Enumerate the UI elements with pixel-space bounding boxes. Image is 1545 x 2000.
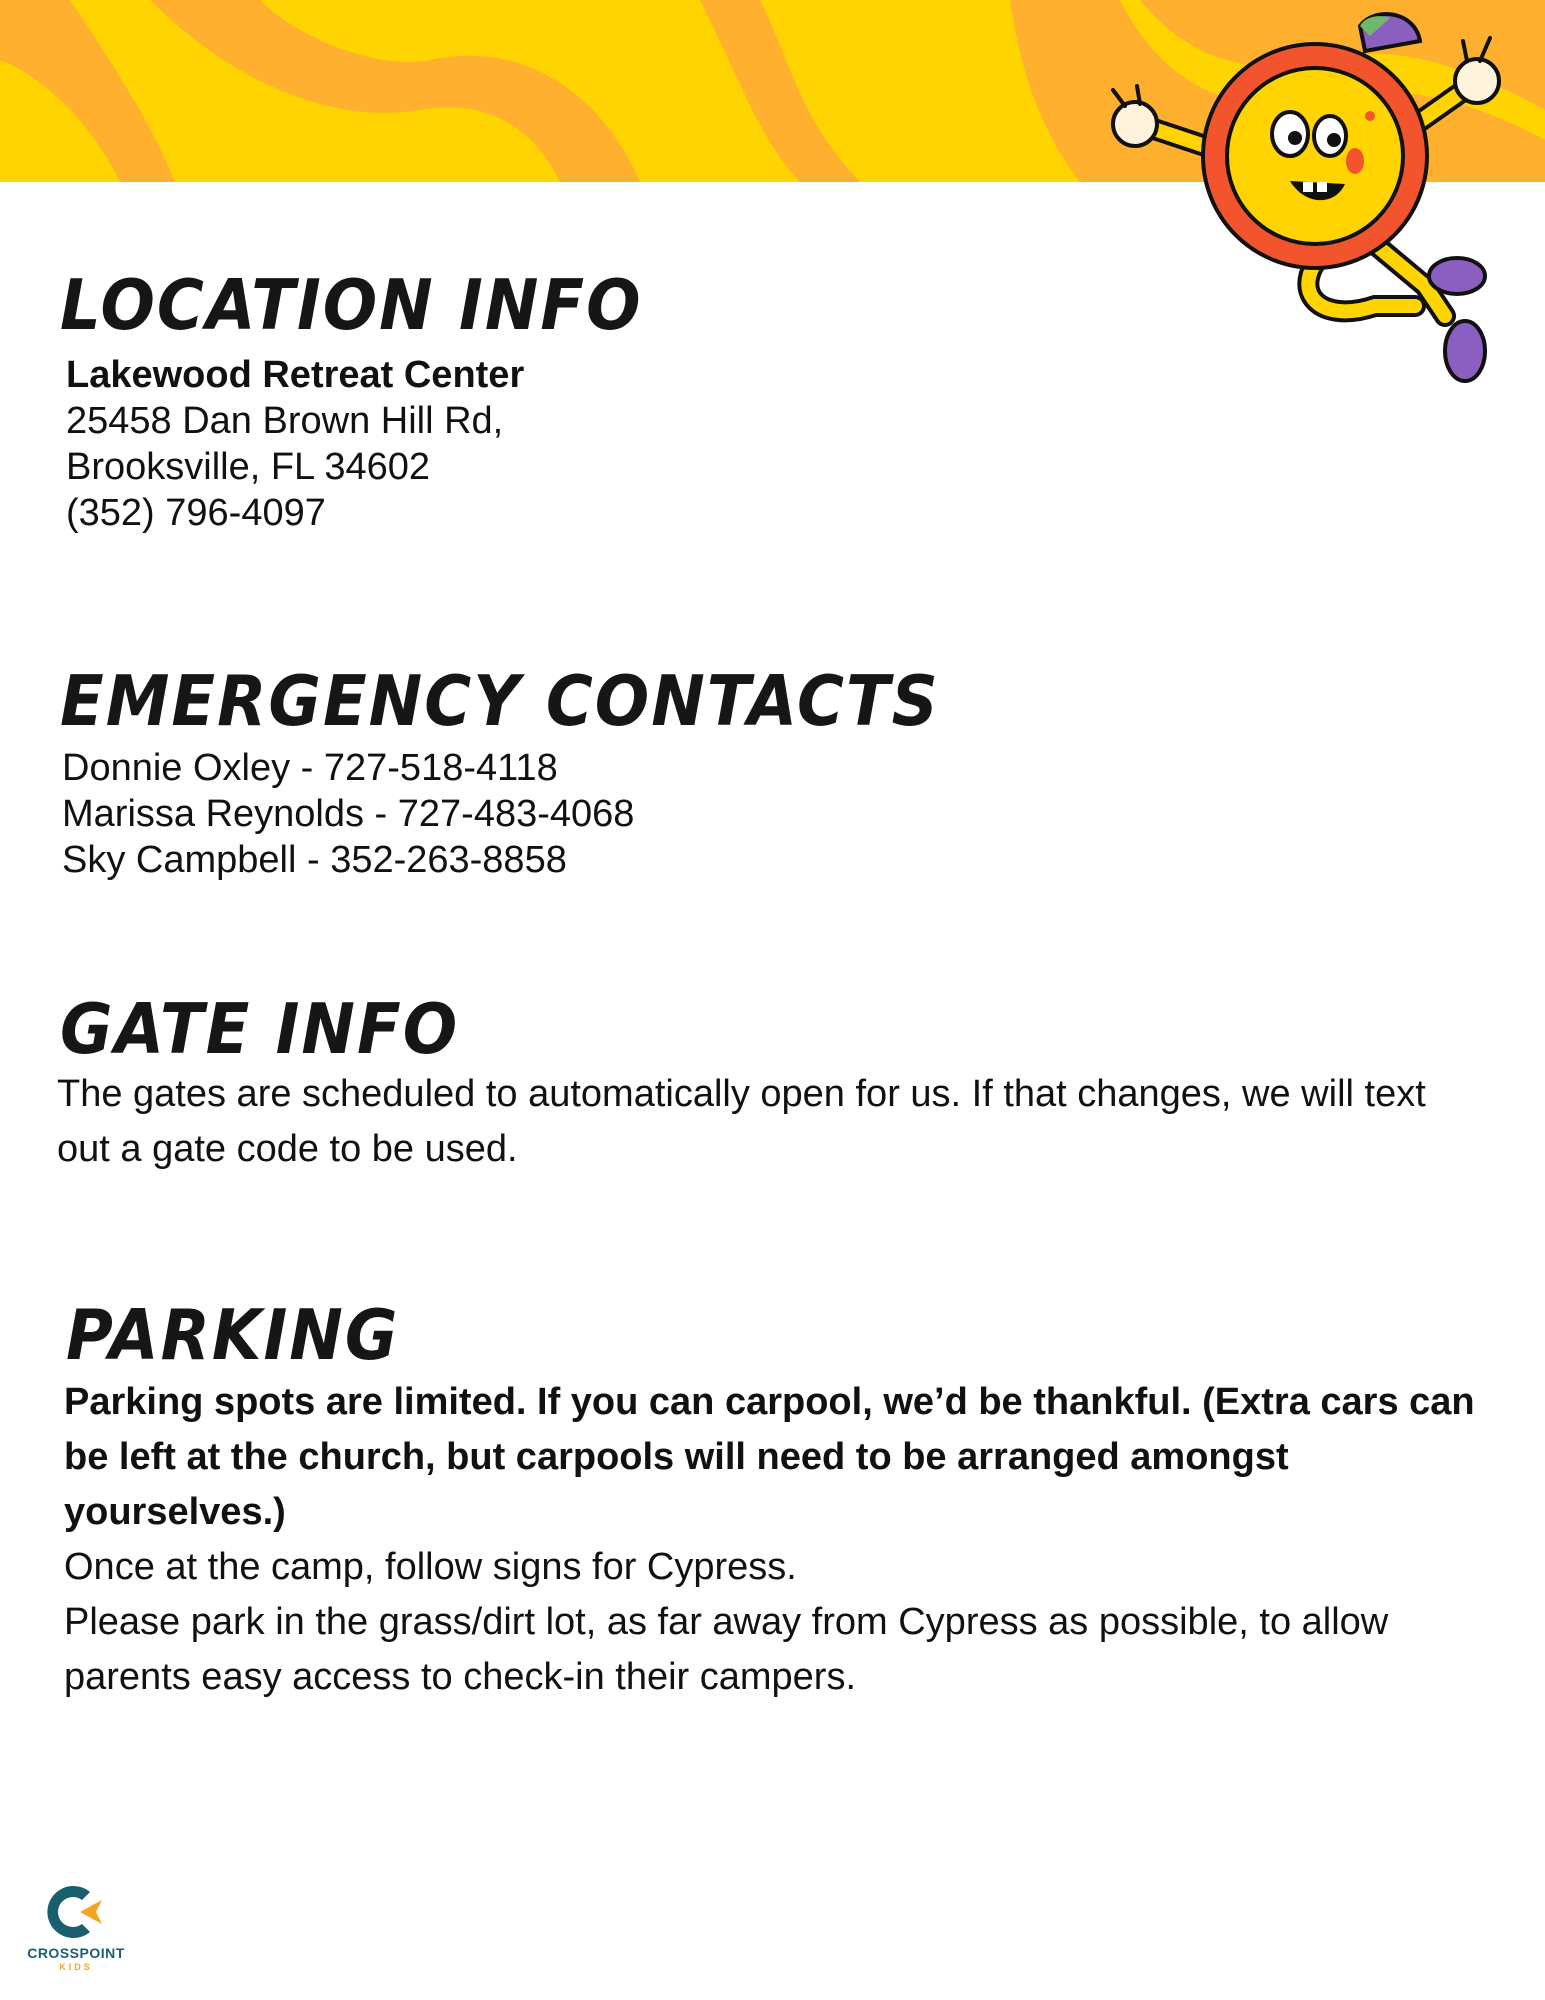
emergency-contacts-list xyxy=(62,745,634,883)
address-line-1: 25458 Dan Brown Hill Rd, xyxy=(66,400,504,442)
logo-name: CROSSPOINT xyxy=(27,1945,125,1961)
parking-heading: PARKING xyxy=(66,1296,400,1377)
venue-phone: (352) 796-4097 xyxy=(66,492,326,534)
parking-info-block xyxy=(64,1375,1504,1705)
crosspoint-c-icon xyxy=(20,1880,132,1944)
gate-info-heading: GATE INFO xyxy=(60,990,460,1071)
emergency-contacts-heading: EMERGENCY CONTACTS xyxy=(60,662,940,743)
sun-mascot-illustration xyxy=(1085,6,1505,406)
address-line-2: Brooksville, FL 34602 xyxy=(66,446,431,488)
contact-item: Marissa Reynolds - 727-483-4068 xyxy=(62,793,635,835)
gate-info-text: The gates are scheduled to automatically open for us. If that changes, we will text out a gate code to be used. xyxy=(57,1073,1426,1170)
parking-notice: Parking spots are limited. If you can carpool, we’d be thankful. (Extra cars can be left at the church, but carpools will need to be arranged amongst yourselves.) xyxy=(64,1381,1475,1533)
venue-name: Lakewood Retreat Center xyxy=(66,354,525,396)
logo-subtitle: KIDS xyxy=(59,1962,93,1972)
location-info-heading: LOCATION INFO xyxy=(60,266,643,347)
contact-item: Donnie Oxley - 727-518-4118 xyxy=(62,747,558,789)
crosspoint-kids-logo xyxy=(20,1880,132,1980)
parking-instructions: Please park in the grass/dirt lot, as far away from Cypress as possible, to allow parents easy access to check-in their campers. xyxy=(64,1601,1389,1698)
location-info-block xyxy=(66,352,524,536)
parking-directions: Once at the camp, follow signs for Cypress. xyxy=(64,1546,797,1588)
contact-item: Sky Campbell - 352-263-8858 xyxy=(62,839,567,881)
